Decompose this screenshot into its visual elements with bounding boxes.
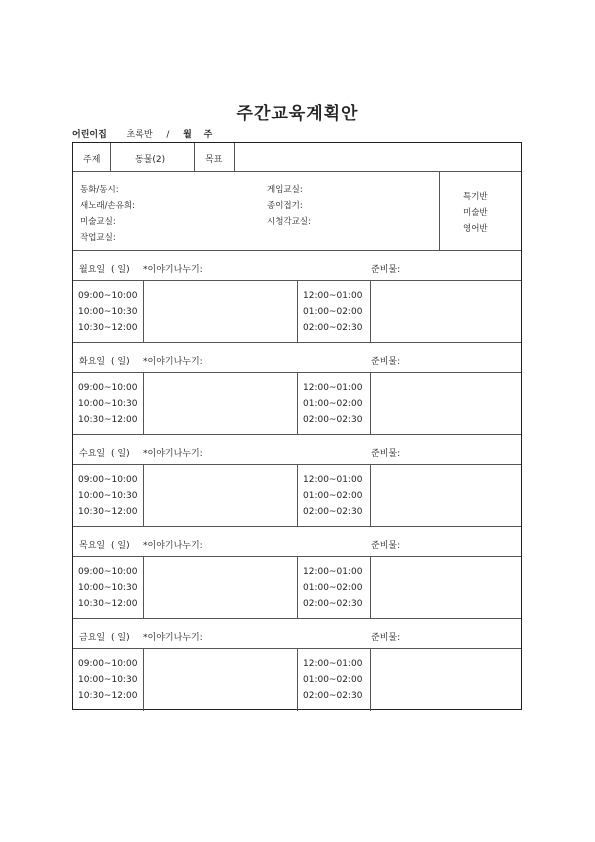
prep-label: 준비물: xyxy=(371,449,401,459)
pm-time-2: 02:00~02:30 xyxy=(303,691,363,701)
story-label: *이야기나누기: xyxy=(143,265,203,275)
pm-times xyxy=(303,564,362,612)
pm-time-0: 12:00~01:00 xyxy=(303,659,363,669)
pm-time-0: 12:00~01:00 xyxy=(303,567,363,577)
am-times xyxy=(78,564,137,612)
area-right-2: 영어반 xyxy=(463,224,488,234)
class-label: 초록반 xyxy=(126,130,153,140)
day-header-row-4 xyxy=(73,619,521,649)
day-header-row-3 xyxy=(73,527,521,557)
am-time-2: 10:30~12:00 xyxy=(78,691,138,701)
pm-time-2: 02:00~02:30 xyxy=(303,415,363,425)
am-time-1: 10:00~10:30 xyxy=(78,307,138,317)
day-name: 화요일 xyxy=(79,357,106,367)
pm-time-1: 01:00~02:00 xyxy=(303,675,363,685)
story-label: *이야기나누기: xyxy=(143,357,203,367)
header-line xyxy=(72,127,212,140)
daycare-label: 어린이집 xyxy=(72,130,107,140)
pm-time-2: 02:00~02:30 xyxy=(303,507,363,517)
pm-time-2: 02:00~02:30 xyxy=(303,323,363,333)
story-label: *이야기나누기: xyxy=(143,541,203,551)
story-label: *이야기나누기: xyxy=(143,633,203,643)
area-right-1: 미술반 xyxy=(463,208,488,218)
prep-label: 준비물: xyxy=(371,265,401,275)
am-time-2: 10:30~12:00 xyxy=(78,415,138,425)
pm-time-0: 12:00~01:00 xyxy=(303,475,363,485)
day-header-row-0 xyxy=(73,251,521,281)
am-times xyxy=(78,656,137,704)
am-time-2: 10:30~12:00 xyxy=(78,323,138,333)
pm-time-0: 12:00~01:00 xyxy=(303,383,363,393)
pm-time-1: 01:00~02:00 xyxy=(303,399,363,409)
pm-times xyxy=(303,656,362,704)
am-time-0: 09:00~10:00 xyxy=(78,291,138,301)
area-middle-2: 시청각교실: xyxy=(267,217,311,227)
day-schedule-row-4 xyxy=(73,649,521,711)
day-name: 수요일 xyxy=(79,449,106,459)
am-times xyxy=(78,472,137,520)
am-time-0: 09:00~10:00 xyxy=(78,659,138,669)
prep-label: 준비물: xyxy=(371,357,401,367)
am-time-1: 10:00~10:30 xyxy=(78,399,138,409)
area-left-0: 동화/동시: xyxy=(80,185,119,195)
plan-table xyxy=(72,142,522,710)
day-date: ( 일) xyxy=(111,633,130,643)
day-date: ( 일) xyxy=(111,265,130,275)
pm-time-1: 01:00~02:00 xyxy=(303,491,363,501)
day-name: 월요일 xyxy=(79,265,106,275)
pm-times xyxy=(303,380,362,428)
area-middle-0: 게임교실: xyxy=(267,185,303,195)
area-middle-1: 종이접기: xyxy=(267,201,303,211)
am-time-2: 10:30~12:00 xyxy=(78,507,138,517)
day-name: 목요일 xyxy=(79,541,106,551)
pm-time-2: 02:00~02:30 xyxy=(303,599,363,609)
am-time-0: 09:00~10:00 xyxy=(78,383,138,393)
am-time-1: 10:00~10:30 xyxy=(78,491,138,501)
day-date: ( 일) xyxy=(111,449,130,459)
day-name: 금요일 xyxy=(79,633,106,643)
day-schedule-row-3 xyxy=(73,557,521,619)
am-time-2: 10:30~12:00 xyxy=(78,599,138,609)
page-title: 주간교육계획안 xyxy=(236,104,359,124)
separator: / xyxy=(166,130,170,140)
am-time-1: 10:00~10:30 xyxy=(78,583,138,593)
topic-row xyxy=(73,143,521,172)
week-label: 주 xyxy=(203,130,213,140)
am-times xyxy=(78,288,137,336)
prep-label: 준비물: xyxy=(371,541,401,551)
month-label: 월 xyxy=(183,130,192,140)
pm-time-1: 01:00~02:00 xyxy=(303,583,363,593)
area-left-1: 새노래/손유희: xyxy=(80,201,135,211)
prep-label: 준비물: xyxy=(371,633,401,643)
am-times xyxy=(78,380,137,428)
day-date: ( 일) xyxy=(111,541,130,551)
day-schedule-row-2 xyxy=(73,465,521,527)
day-header-row-2 xyxy=(73,435,521,465)
am-time-0: 09:00~10:00 xyxy=(78,567,138,577)
areas-row xyxy=(73,172,521,251)
day-header-row-1 xyxy=(73,343,521,373)
pm-times xyxy=(303,472,362,520)
am-time-0: 09:00~10:00 xyxy=(78,475,138,485)
topic-label: 주제 xyxy=(83,155,101,165)
area-right-0: 특기반 xyxy=(463,192,488,202)
story-label: *이야기나누기: xyxy=(143,449,203,459)
topic-value: 동물(2) xyxy=(135,155,166,165)
day-date: ( 일) xyxy=(111,357,130,367)
pm-time-1: 01:00~02:00 xyxy=(303,307,363,317)
area-left-3: 작업교실: xyxy=(80,233,116,243)
area-left-2: 미술교실: xyxy=(80,217,116,227)
pm-times xyxy=(303,288,362,336)
day-schedule-row-0 xyxy=(73,281,521,343)
pm-time-0: 12:00~01:00 xyxy=(303,291,363,301)
am-time-1: 10:00~10:30 xyxy=(78,675,138,685)
day-schedule-row-1 xyxy=(73,373,521,435)
goal-label: 목표 xyxy=(205,155,223,165)
